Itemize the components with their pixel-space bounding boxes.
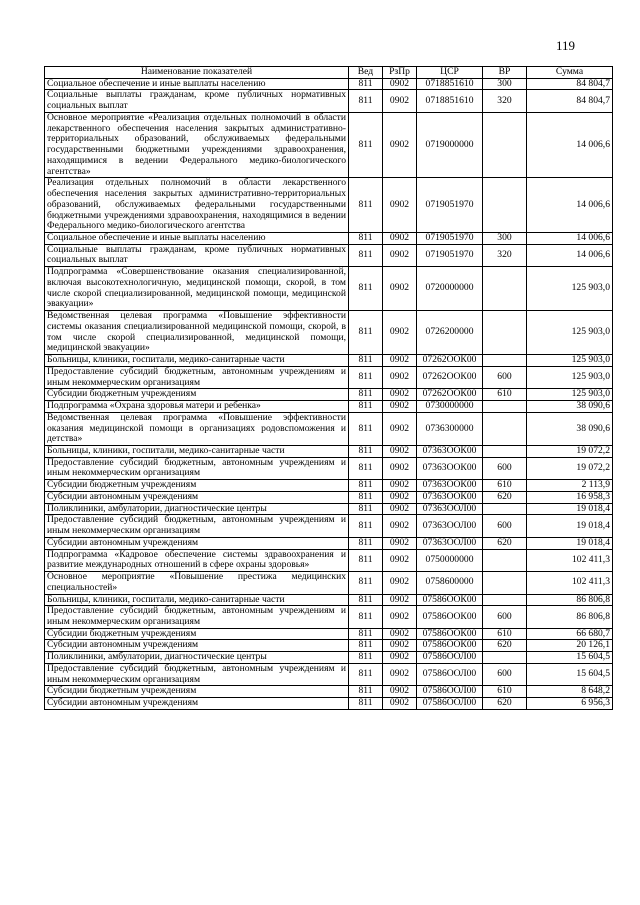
- row-csr: 07586ООЛ00: [417, 652, 483, 664]
- row-csr: 0718851610: [417, 78, 483, 90]
- budget-table: [44, 66, 613, 710]
- row-sum: 125 903,0: [527, 311, 613, 355]
- row-sum: 38 090,6: [527, 412, 613, 445]
- row-ved: 811: [349, 549, 383, 571]
- row-sum: 102 411,3: [527, 549, 613, 571]
- row-csr: 07363ООК00: [417, 491, 483, 503]
- row-vr: 610: [483, 480, 527, 492]
- table-row: [45, 503, 613, 515]
- row-vr: [483, 112, 527, 177]
- row-rzpr: 0902: [383, 389, 417, 401]
- table-row: [45, 78, 613, 90]
- row-sum: 125 903,0: [527, 389, 613, 401]
- row-vr: [483, 267, 527, 311]
- row-name: Больницы, клиники, госпитали, медико-санитарные части: [45, 445, 349, 457]
- table-row: [45, 698, 613, 710]
- row-rzpr: 0902: [383, 457, 417, 479]
- row-csr: 07586ООЛ00: [417, 686, 483, 698]
- row-sum: 125 903,0: [527, 267, 613, 311]
- row-sum: 19 018,4: [527, 515, 613, 537]
- row-name: Ведомственная целевая программа «Повышение эффективности системы оказания специализированной медицинской помощи, скорой, в том числе скорой специализированной, медицинской помощи, медицинской эвакуации»: [45, 311, 349, 355]
- row-rzpr: 0902: [383, 652, 417, 664]
- row-sum: 15 604,5: [527, 652, 613, 664]
- row-ved: 811: [349, 537, 383, 549]
- row-csr: 0719051970: [417, 244, 483, 266]
- row-ved: 811: [349, 389, 383, 401]
- row-sum: 19 072,2: [527, 445, 613, 457]
- row-csr: 0736300000: [417, 412, 483, 445]
- row-rzpr: 0902: [383, 445, 417, 457]
- row-name: Социальные выплаты гражданам, кроме публичных нормативных социальных выплат: [45, 244, 349, 266]
- row-vr: [483, 401, 527, 413]
- row-sum: 14 006,6: [527, 244, 613, 266]
- row-name: Подпрограмма «Охрана здоровья матери и ребенка»: [45, 401, 349, 413]
- row-rzpr: 0902: [383, 267, 417, 311]
- row-rzpr: 0902: [383, 480, 417, 492]
- row-vr: [483, 572, 527, 594]
- row-rzpr: 0902: [383, 178, 417, 233]
- row-sum: 19 018,4: [527, 537, 613, 549]
- row-ved: 811: [349, 594, 383, 606]
- row-sum: 19 072,2: [527, 457, 613, 479]
- row-vr: 620: [483, 698, 527, 710]
- row-csr: 0719051970: [417, 178, 483, 233]
- row-name: Субсидии автономным учреждениям: [45, 537, 349, 549]
- row-csr: 07363ООЛ00: [417, 515, 483, 537]
- row-csr: 07363ООК00: [417, 480, 483, 492]
- table-row: [45, 233, 613, 245]
- table-row: [45, 267, 613, 311]
- row-rzpr: 0902: [383, 572, 417, 594]
- row-csr: 0718851610: [417, 90, 483, 112]
- row-ved: 811: [349, 606, 383, 628]
- row-ved: 811: [349, 445, 383, 457]
- row-vr: [483, 178, 527, 233]
- row-vr: [483, 412, 527, 445]
- row-csr: 0730000000: [417, 401, 483, 413]
- row-ved: 811: [349, 311, 383, 355]
- row-vr: 620: [483, 640, 527, 652]
- row-csr: 07262ООК00: [417, 366, 483, 388]
- table-row: [45, 401, 613, 413]
- row-vr: [483, 549, 527, 571]
- row-rzpr: 0902: [383, 686, 417, 698]
- row-vr: [483, 652, 527, 664]
- row-rzpr: 0902: [383, 640, 417, 652]
- row-rzpr: 0902: [383, 491, 417, 503]
- row-name: Подпрограмма «Кадровое обеспечение системы здравоохранения и развитие международных отношений в сфере охраны здоровья»: [45, 549, 349, 571]
- row-vr: 600: [483, 606, 527, 628]
- row-ved: 811: [349, 401, 383, 413]
- row-ved: 811: [349, 480, 383, 492]
- row-vr: 620: [483, 537, 527, 549]
- row-csr: 07586ООЛ00: [417, 663, 483, 685]
- table-row: [45, 412, 613, 445]
- row-name: Больницы, клиники, госпитали, медико-санитарные части: [45, 355, 349, 367]
- row-name: Поликлиники, амбулатории, диагностические центры: [45, 503, 349, 515]
- row-csr: 07586ООК00: [417, 640, 483, 652]
- row-name: Субсидии автономным учреждениям: [45, 491, 349, 503]
- row-ved: 811: [349, 457, 383, 479]
- row-ved: 811: [349, 112, 383, 177]
- row-sum: 2 113,9: [527, 480, 613, 492]
- row-vr: 610: [483, 686, 527, 698]
- row-ved: 811: [349, 572, 383, 594]
- table-row: [45, 572, 613, 594]
- row-rzpr: 0902: [383, 537, 417, 549]
- row-ved: 811: [349, 686, 383, 698]
- row-vr: 620: [483, 491, 527, 503]
- table-row: [45, 457, 613, 479]
- row-name: Предоставление субсидий бюджетным, автономным учреждениям и иным некоммерческим организациям: [45, 663, 349, 685]
- row-vr: 320: [483, 244, 527, 266]
- table-row: [45, 628, 613, 640]
- row-csr: 0719051970: [417, 233, 483, 245]
- row-name: Подпрограмма «Совершенствование оказания специализированной, включая высокотехнологичную, медицинской помощи, скорой, в том числе скорой специализированной, медицинской помощи, медицинской эвакуации»: [45, 267, 349, 311]
- row-ved: 811: [349, 412, 383, 445]
- row-vr: 320: [483, 90, 527, 112]
- row-sum: 14 006,6: [527, 112, 613, 177]
- table-header-row: [45, 67, 613, 79]
- row-sum: 20 126,1: [527, 640, 613, 652]
- row-vr: 300: [483, 233, 527, 245]
- row-ved: 811: [349, 78, 383, 90]
- row-name: Социальное обеспечение и иные выплаты населению: [45, 233, 349, 245]
- row-name: Основное мероприятие «Повышение престижа медицинских специальностей»: [45, 572, 349, 594]
- row-vr: 610: [483, 628, 527, 640]
- row-sum: 6 956,3: [527, 698, 613, 710]
- row-name: Субсидии бюджетным учреждениям: [45, 480, 349, 492]
- page-number: 119: [556, 38, 576, 53]
- row-rzpr: 0902: [383, 78, 417, 90]
- table-row: [45, 537, 613, 549]
- row-rzpr: 0902: [383, 401, 417, 413]
- row-vr: 600: [483, 515, 527, 537]
- row-name: Субсидии автономным учреждениям: [45, 698, 349, 710]
- row-csr: 0758600000: [417, 572, 483, 594]
- row-sum: 38 090,6: [527, 401, 613, 413]
- row-vr: 600: [483, 366, 527, 388]
- table-row: [45, 389, 613, 401]
- row-ved: 811: [349, 515, 383, 537]
- row-sum: 19 018,4: [527, 503, 613, 515]
- row-name: Предоставление субсидий бюджетным, автономным учреждениям и иным некоммерческим организациям: [45, 606, 349, 628]
- row-ved: 811: [349, 663, 383, 685]
- table-row: [45, 112, 613, 177]
- row-sum: 14 006,6: [527, 233, 613, 245]
- row-rzpr: 0902: [383, 311, 417, 355]
- table-row: [45, 491, 613, 503]
- table-row: [45, 515, 613, 537]
- row-csr: 07363ООК00: [417, 457, 483, 479]
- row-sum: 66 680,7: [527, 628, 613, 640]
- row-csr: 07586ООК00: [417, 628, 483, 640]
- row-csr: 0719000000: [417, 112, 483, 177]
- table-row: [45, 445, 613, 457]
- row-vr: [483, 311, 527, 355]
- row-rzpr: 0902: [383, 594, 417, 606]
- row-csr: 0726200000: [417, 311, 483, 355]
- row-rzpr: 0902: [383, 355, 417, 367]
- row-ved: 811: [349, 503, 383, 515]
- row-name: Социальное обеспечение и иные выплаты населению: [45, 78, 349, 90]
- row-rzpr: 0902: [383, 233, 417, 245]
- row-vr: [483, 355, 527, 367]
- header-sum: Сумма: [527, 67, 613, 79]
- row-csr: 0720000000: [417, 267, 483, 311]
- row-sum: 102 411,3: [527, 572, 613, 594]
- row-csr: 07586ООЛ00: [417, 698, 483, 710]
- row-ved: 811: [349, 178, 383, 233]
- table-row: [45, 311, 613, 355]
- header-vr: ВР: [483, 67, 527, 79]
- header-ved: Вед: [349, 67, 383, 79]
- row-rzpr: 0902: [383, 549, 417, 571]
- row-ved: 811: [349, 244, 383, 266]
- header-name: Наименование показателей: [45, 67, 349, 79]
- row-rzpr: 0902: [383, 244, 417, 266]
- row-ved: 811: [349, 267, 383, 311]
- row-rzpr: 0902: [383, 366, 417, 388]
- row-sum: 14 006,6: [527, 178, 613, 233]
- row-ved: 811: [349, 491, 383, 503]
- row-rzpr: 0902: [383, 628, 417, 640]
- table-row: [45, 90, 613, 112]
- table-row: [45, 663, 613, 685]
- row-csr: 07363ООК00: [417, 445, 483, 457]
- row-csr: 07363ООЛ00: [417, 503, 483, 515]
- row-name: Предоставление субсидий бюджетным, автономным учреждениям и иным некоммерческим организациям: [45, 457, 349, 479]
- table-body: [45, 78, 613, 709]
- row-name: Субсидии бюджетным учреждениям: [45, 628, 349, 640]
- row-name: Субсидии бюджетным учреждениям: [45, 686, 349, 698]
- row-name: Поликлиники, амбулатории, диагностические центры: [45, 652, 349, 664]
- row-sum: 8 648,2: [527, 686, 613, 698]
- row-csr: 07262ООК00: [417, 389, 483, 401]
- table-row: [45, 640, 613, 652]
- table-row: [45, 549, 613, 571]
- header-rzpr: РзПр: [383, 67, 417, 79]
- row-sum: 125 903,0: [527, 355, 613, 367]
- row-name: Предоставление субсидий бюджетным, автономным учреждениям и иным некоммерческим организациям: [45, 366, 349, 388]
- row-rzpr: 0902: [383, 515, 417, 537]
- row-ved: 811: [349, 233, 383, 245]
- row-vr: [483, 445, 527, 457]
- row-rzpr: 0902: [383, 503, 417, 515]
- row-sum: 16 958,3: [527, 491, 613, 503]
- row-vr: 610: [483, 389, 527, 401]
- row-csr: 07262ООК00: [417, 355, 483, 367]
- table-row: [45, 480, 613, 492]
- row-ved: 811: [349, 698, 383, 710]
- table-row: [45, 366, 613, 388]
- row-ved: 811: [349, 355, 383, 367]
- row-vr: 600: [483, 457, 527, 479]
- row-name: Субсидии автономным учреждениям: [45, 640, 349, 652]
- table-row: [45, 355, 613, 367]
- row-rzpr: 0902: [383, 112, 417, 177]
- row-name: Основное мероприятие «Реализация отдельных полномочий в области лекарственного обеспечения населения закрытых административно-территориальных образований, обслуживаемых федеральными государственными бюджетными учреждениями здравоохранения, находящимися в ведении Федерального медико-биологического агентства»: [45, 112, 349, 177]
- table-row: [45, 178, 613, 233]
- row-csr: 0750000000: [417, 549, 483, 571]
- row-sum: 15 604,5: [527, 663, 613, 685]
- table-row: [45, 594, 613, 606]
- row-sum: 86 806,8: [527, 606, 613, 628]
- row-sum: 84 804,7: [527, 90, 613, 112]
- row-vr: 600: [483, 663, 527, 685]
- row-name: Предоставление субсидий бюджетным, автономным учреждениям и иным некоммерческим организациям: [45, 515, 349, 537]
- row-ved: 811: [349, 652, 383, 664]
- row-csr: 07586ООК00: [417, 606, 483, 628]
- row-rzpr: 0902: [383, 606, 417, 628]
- row-ved: 811: [349, 366, 383, 388]
- row-vr: [483, 503, 527, 515]
- row-name: Субсидии бюджетным учреждениям: [45, 389, 349, 401]
- table-row: [45, 686, 613, 698]
- row-sum: 84 804,7: [527, 78, 613, 90]
- table-row: [45, 606, 613, 628]
- row-sum: 86 806,8: [527, 594, 613, 606]
- row-rzpr: 0902: [383, 90, 417, 112]
- row-name: Социальные выплаты гражданам, кроме публичных нормативных социальных выплат: [45, 90, 349, 112]
- row-rzpr: 0902: [383, 698, 417, 710]
- table-row: [45, 652, 613, 664]
- row-vr: [483, 594, 527, 606]
- row-name: Реализация отдельных полномочий в области лекарственного обеспечения населения закрытых административно-территориальных образований, обслуживаемых федеральными государственными бюджетными учреждениями здравоохранения, находящимися в ведении Федерального медико-биологического агентства: [45, 178, 349, 233]
- header-csr: ЦСР: [417, 67, 483, 79]
- row-rzpr: 0902: [383, 412, 417, 445]
- row-csr: 07363ООЛ00: [417, 537, 483, 549]
- table-row: [45, 244, 613, 266]
- row-ved: 811: [349, 90, 383, 112]
- row-csr: 07586ООК00: [417, 594, 483, 606]
- row-ved: 811: [349, 628, 383, 640]
- row-ved: 811: [349, 640, 383, 652]
- row-name: Больницы, клиники, госпитали, медико-санитарные части: [45, 594, 349, 606]
- row-sum: 125 903,0: [527, 366, 613, 388]
- row-rzpr: 0902: [383, 663, 417, 685]
- row-vr: 300: [483, 78, 527, 90]
- row-name: Ведомственная целевая программа «Повышение эффективности оказания медицинской помощи в организациях родовспоможения и детства»: [45, 412, 349, 445]
